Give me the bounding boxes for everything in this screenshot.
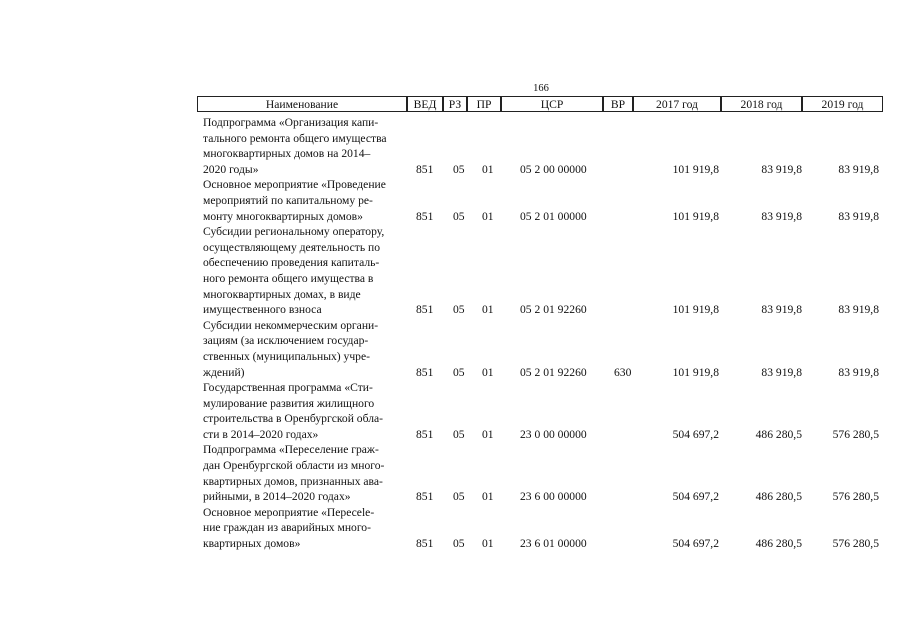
row-2017: 504 697,2 [672,427,719,441]
row-rz: 05 [453,537,465,551]
row-2019: 576 280,5 [832,490,879,504]
table-row [203,318,883,380]
table-row [203,505,883,552]
row-pr: 01 [482,162,494,176]
row-2017: 101 919,8 [672,303,719,317]
row-2019: 576 280,5 [832,427,879,441]
row-pr: 01 [482,365,494,379]
table-row [203,442,883,504]
row-csr: 05 2 00 00000 [520,162,587,176]
table-row [203,177,883,224]
row-csr: 05 2 01 00000 [520,209,587,223]
header-rz: РЗ [443,96,467,112]
row-ved: 851 [416,427,434,441]
row-ved: 851 [416,303,434,317]
row-rz: 05 [453,209,465,223]
row-ved: 851 [416,537,434,551]
row-csr: 05 2 01 92260 [520,303,587,317]
row-2018: 83 919,8 [761,303,802,317]
row-csr: 23 6 01 00000 [520,537,587,551]
row-name: Подпрограмма «Переселение граж- дан Оренбургской области из много- квартирных домов, признанных ава- рийными, в 2014–2020 годах» [203,443,385,504]
row-name: Основное мероприятие «Проведение мероприятий по капитальному ре- монту многоквартирных домов» [203,178,386,223]
row-2017: 504 697,2 [672,490,719,504]
header-ved: ВЕД [407,96,443,112]
row-2017: 101 919,8 [672,365,719,379]
row-ved: 851 [416,490,434,504]
row-ved: 851 [416,162,434,176]
header-name: Наименование [197,96,407,112]
row-pr: 01 [482,427,494,441]
header-2019: 2019 год [802,96,883,112]
row-ved: 851 [416,209,434,223]
row-rz: 05 [453,365,465,379]
row-rz: 05 [453,490,465,504]
row-csr: 05 2 01 92260 [520,365,587,379]
table-row [203,224,883,318]
row-2018: 486 280,5 [755,490,802,504]
row-2018: 486 280,5 [755,537,802,551]
row-2018: 486 280,5 [755,427,802,441]
row-pr: 01 [482,303,494,317]
page-number: 166 [533,83,549,94]
row-pr: 01 [482,209,494,223]
row-2019: 83 919,8 [838,303,879,317]
row-name: Субсидии некоммерческим органи- зациям (за исключением государ- ственных (муниципальных) учре- ждений) [203,318,379,379]
row-2017: 101 919,8 [672,209,719,223]
row-pr: 01 [482,490,494,504]
row-2019: 83 919,8 [838,209,879,223]
row-name: Государственная программа «Сти- мулирование развития жилищного строительства в Оренбургской обла- сти в 2014–2020 годах» [203,381,384,441]
table-row [203,380,883,442]
row-2018: 83 919,8 [761,365,802,379]
row-ved: 851 [416,365,434,379]
row-2018: 83 919,8 [761,162,802,176]
row-2019: 83 919,8 [838,365,879,379]
header-vr: ВР [603,96,633,112]
row-2019: 83 919,8 [838,162,879,176]
row-pr: 01 [482,537,494,551]
table-header [197,96,883,114]
row-rz: 05 [453,303,465,317]
row-csr: 23 6 00 00000 [520,490,587,504]
row-2017: 504 697,2 [672,537,719,551]
table-body [203,115,883,552]
table-row [203,115,883,177]
row-name: Субсидии региональному оператору, осуществляющему деятельность по обеспечению проведения капиталь- ного ремонта общего имущества в многоквартирных домах, в виде имущественного взноса [203,225,385,317]
row-rz: 05 [453,162,465,176]
row-2018: 83 919,8 [761,209,802,223]
row-vr: 630 [614,365,632,379]
row-csr: 23 0 00 00000 [520,427,587,441]
header-2018: 2018 год [721,96,802,112]
row-name: Основное мероприятие «Пересele- ние граждан из аварийных много- квартирных домов» [203,505,375,551]
header-pr: ПР [467,96,501,112]
header-csr: ЦСР [501,96,603,112]
row-rz: 05 [453,427,465,441]
header-2017: 2017 год [633,96,721,112]
row-name: Подпрограмма «Организация капи- тального ремонта общего имущества многоквартирных домов на 2014– 2020 годы» [203,116,387,176]
row-2017: 101 919,8 [672,162,719,176]
row-2019: 576 280,5 [832,537,879,551]
